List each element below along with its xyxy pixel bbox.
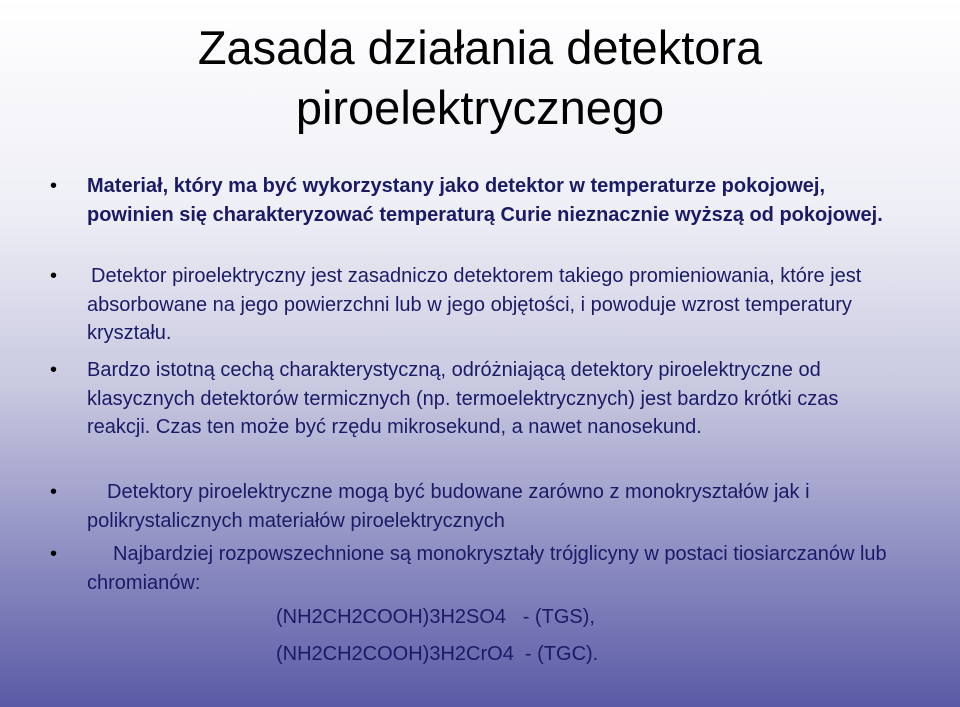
bullet-marker: •: [50, 175, 58, 197]
title-line-2: piroelektrycznego: [295, 81, 665, 134]
formula-tgc: (NH2CH2COOH)3H2CrO4 - (TGC).: [276, 643, 599, 665]
bullet-marker: •: [50, 265, 58, 287]
list-item: Detektory piroelektryczne mogą być budowane zarówno z monokryształów jak i polikrystalicznych materiałów piroelektrycznych: [87, 481, 810, 532]
bullet-marker: •: [50, 543, 58, 565]
title-line-1: Zasada działania detektora: [197, 21, 763, 74]
formula-tgs: (NH2CH2COOH)3H2SO4 - (TGS),: [276, 606, 595, 628]
list-item: Bardzo istotną cechą charakterystyczną, odróżniającą detektory piroelektryczne od klasycznych detektorów termicznych (np. termoelektrycznych) jest bardzo krótki czas reakcji. Czas ten może być rzędu mikrosekund, a nawet nanosekund.: [87, 359, 839, 438]
list-item: Detektor piroelektryczny jest zasadniczo detektorem takiego promieniowania, które jest absorbowane na jego powierzchni lub w jego objętości, i powoduje wzrost temperatury kryształu.: [87, 265, 862, 344]
list-item: Najbardziej rozpowszechnione są monokryształy trójglicyny w postaci tiosiarczanów lub chromianów:: [87, 543, 887, 594]
bullet-marker: •: [50, 481, 58, 503]
bullet-marker: •: [50, 359, 58, 381]
list-item: Materiał, który ma być wykorzystany jako detektor w temperaturze pokojowej, powinien się charakteryzować temperaturą Curie nieznacznie wyższą od pokojowej.: [87, 175, 883, 226]
